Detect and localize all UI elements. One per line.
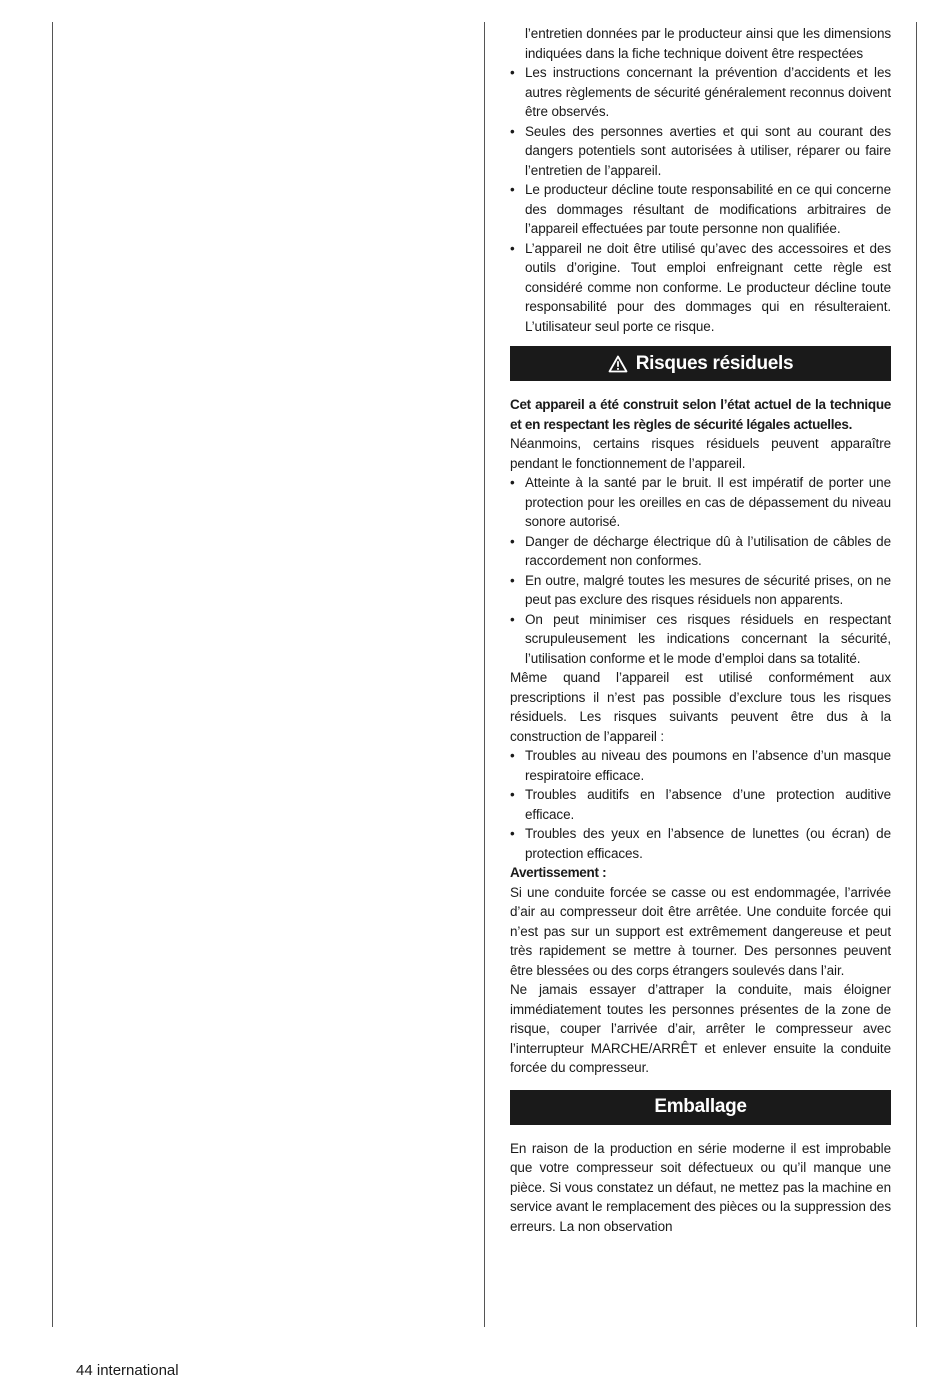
list-item: • Seules des personnes averties et qui sont au courant des dangers potentiels sont autorisées à utiliser, réparer ou faire l’entretien de l’appareil. [510,122,891,181]
list-item: • En outre, malgré toutes les mesures de sécurité prises, on ne peut pas exclure des risques résiduels non apparents. [510,571,891,610]
warning-triangle-icon [608,355,628,373]
emballage-heading [510,1090,891,1125]
list-item: • Le producteur décline toute responsabilité en ce qui concerne des dommages résultant de modifications arbitraires de l’appareil effectuées par toute personne non qualifiée. [510,180,891,239]
continued-paragraph: l’entretien données par le producteur ainsi que les dimensions indiquées dans la fiche technique doivent être respectées [525,26,891,61]
center-column-rule [484,22,485,1327]
intro-bullet-list [510,63,891,336]
right-column-rule [916,22,917,1327]
list-item: • L’appareil ne doit être utilisé qu’avec des accessoires et des outils d’origine. Tout emploi enfreignant cette règle est considéré comme non conforme. Le producteur décline toute responsabilité pour des dommages qui en résulteraient. L’utilisateur seul porte ce risque. [510,239,891,337]
warning-label: Avertissement : [510,865,607,880]
emballage-text: En raison de la production en série moderne il est improbable que votre compresseur soit défectueux ou qu’il manque une pièce. Si vous constatez un défaut, ne mettez pas la machine en service avant le remplacement des pièces ou la suppression des erreurs. La non observation [510,1140,891,1234]
right-text-column [510,24,891,1236]
risques-intro: Néanmoins, certains risques résiduels peuvent apparaître pendant le fonctionnement de l’appareil. [510,436,891,471]
list-item: • Atteinte à la santé par le bruit. Il est impératif de porter une protection pour les oreilles en cas de dépassement du niveau sonore autorisé. [510,473,891,532]
footer-label: international [96,1362,179,1379]
list-item: • On peut minimiser ces risques résiduels en respectant scrupuleusement les indications concernant la sécurité, l’utilisation conforme et le mode d’emploi dans sa totalité. [510,610,891,669]
page-footer [76,1362,179,1379]
risques-bullet-list [510,473,891,668]
list-item: • Danger de décharge électrique dû à l’utilisation de câbles de raccordement non conformes. [510,532,891,571]
list-item: • Les instructions concernant la prévention d’accidents et les autres règlements de sécurité généralement reconnus doivent être observés. [510,63,891,122]
risques-intro-bold: Cet appareil a été construit selon l’état actuel de la technique et en respectant les règles de sécurité légales actuelles. [510,397,891,432]
page-number: 44 [76,1362,93,1379]
risques-paragraph: Même quand l’appareil est utilisé conformément aux prescriptions il n’est pas possible d’exclure tous les risques résiduels. Les risques suivants peuvent être dus à la construction de l’appareil : [510,670,891,744]
warning-text: Si une conduite forcée se casse ou est endommagée, l’arrivée d’air au compresseur doit être arrêtée. Une conduite forcée qui n’est pas sur un support est extrêmement dangereuse et peut très rapidement se mettre à tourner. Des personnes peuvent être blessées ou des corps étrangers soulevés dans l’air. [510,884,891,978]
construction-risks-list [510,746,891,863]
left-column-rule [52,22,53,1327]
list-item: • Troubles au niveau des poumons en l’absence d’un masque respiratoire efficace. [510,746,891,785]
list-item: • Troubles des yeux en l’absence de lunettes (ou écran) de protection efficaces. [510,824,891,863]
risques-residuels-heading [510,346,891,381]
list-item: • Troubles auditifs en l’absence d’une protection auditive efficace. [510,785,891,824]
heading-text: Risques résiduels [635,352,794,374]
warning-text-2: Ne jamais essayer d’attraper la conduite, mais éloigner immédiatement toutes les personnes présentes de la zone de risque, couper l’arrivée d’air, arrêter le compresseur avec l’interrupteur MARCHE/ARRÊT et enlever ensuite la conduite forcée du compresseur. [510,982,891,1075]
heading-text: Emballage [654,1096,747,1118]
